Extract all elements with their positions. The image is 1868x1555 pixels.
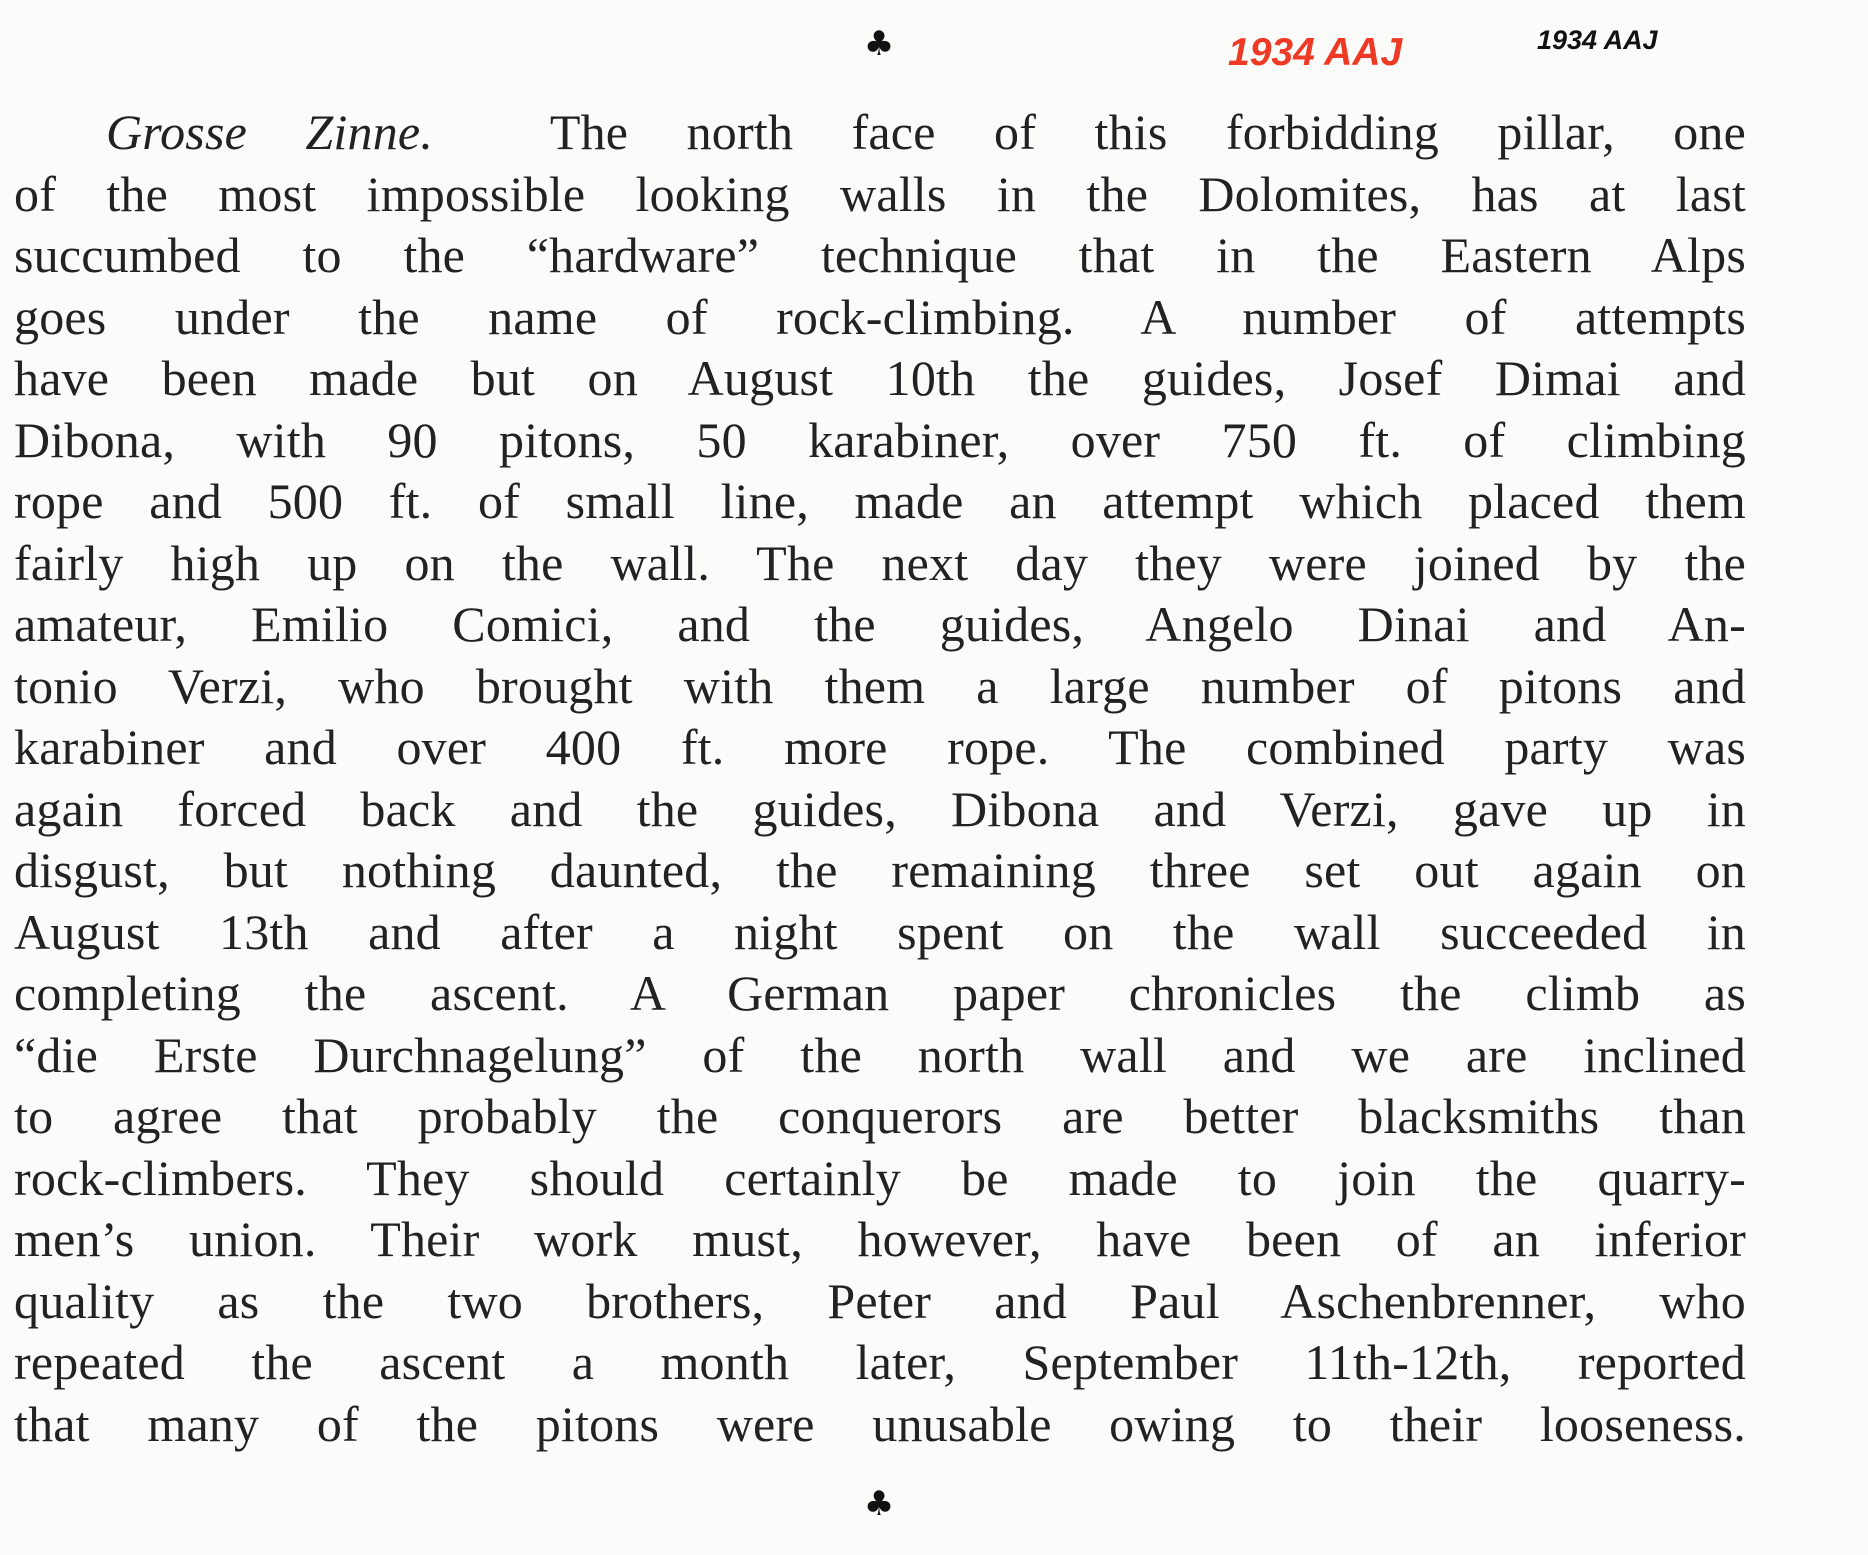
article-line-3: succumbed to the “hardware” technique that in the Eastern Alps [14,227,1746,283]
red-source-label: 1934 AAJ [1228,31,1403,74]
article-line-18: rock-climbers. They should certainly be made to join the quarry- [14,1149,1746,1206]
article-line-19: men’s union. Their work must, however, have been of an inferior [14,1211,1746,1267]
club-ornament-icon: ♣ [863,24,895,64]
article-body [14,102,1746,1455]
article-line-6: Dibona, with 90 pitons, 50 karabiner, over 750 ft. of climbing [14,411,1746,468]
article-line-15: completing the ascent. A German paper chronicles the climb as [14,965,1746,1021]
article-line-1-text: The north face of this forbidding pillar, one [549,104,1747,160]
article-line-14: August 13th and after a night spent on the wall succeeded in [14,903,1746,960]
article-line-21: repeated the ascent a month later, September 11th-12th, reported [14,1334,1746,1390]
article-line-17: to agree that probably the conquerors are better blacksmiths than [14,1088,1746,1144]
article-line-11: karabiner and over 400 ft. more rope. The combined party was [14,719,1746,775]
article-line-2: of the most impossible looking walls in the Dolomites, has at last [14,165,1746,222]
article-line-5: have been made but on August 10th the guides, Josef Dimai and [14,350,1746,406]
article-line-8: fairly high up on the wall. The next day they were joined by the [14,534,1746,591]
article-line-13: disgust, but nothing daunted, the remaining three set out again on [14,842,1746,898]
article-line-12: again forced back and the guides, Dibona and Verzi, gave up in [14,780,1746,837]
article-line-1 [14,102,1746,164]
article-line-16: “die Erste Durchnagelung” of the north wall and we are inclined [14,1026,1746,1083]
article-line-4: goes under the name of rock-climbing. A number of attempts [14,288,1746,345]
article-line-7: rope and 500 ft. of small line, made an attempt which placed them [14,473,1746,529]
article-line-9: amateur, Emilio Comici, and the guides, Angelo Dinai and An- [14,596,1746,652]
black-source-label: 1934 AAJ [1537,25,1658,55]
article-line-22: that many of the pitons were unusable owing to their looseness. [14,1395,1746,1452]
article-heading: Grosse Zinne. [106,104,434,160]
club-ornament-icon: ♣ [863,1484,895,1524]
article-line-10: tonio Verzi, who brought with them a large number of pitons and [14,657,1746,714]
article-line-20: quality as the two brothers, Peter and Paul Aschenbrenner, who [14,1272,1746,1329]
